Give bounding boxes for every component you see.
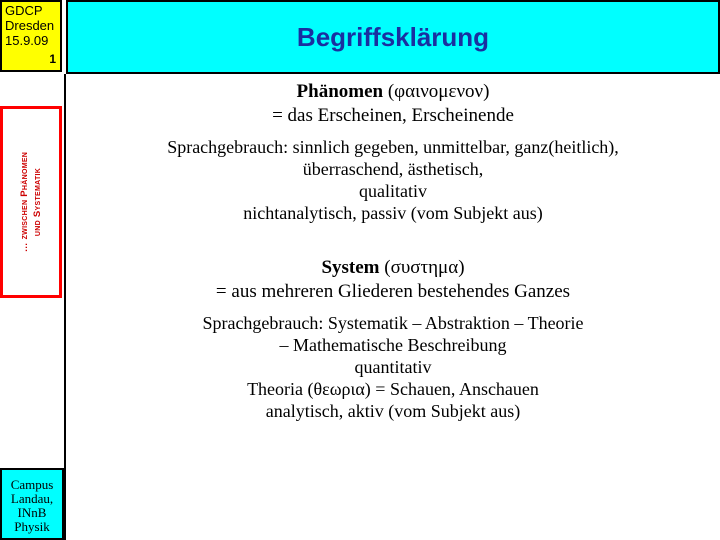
campus-box — [0, 468, 64, 540]
system-usage-2: – Mathematische Beschreibung — [279, 335, 507, 355]
corner-location: Dresden — [5, 18, 55, 33]
section-label-box — [0, 106, 62, 298]
title-bar — [66, 0, 720, 74]
date-page-box — [0, 0, 62, 72]
campus-line2: Landau, — [10, 491, 54, 506]
corner-label: GDCP — [5, 3, 43, 18]
phenomenon-usage-1: Sprachgebrauch: sinnlich gegeben, unmittelbar, ganz(heitlich), — [167, 137, 619, 157]
system-usage-4: Theoria (θεωρια) = Schauen, Anschauen — [247, 379, 539, 399]
phenomenon-usage-4: nichtanalytisch, passiv (vom Subjekt aus) — [243, 203, 543, 223]
system-usage-1: Sprachgebrauch: Systematik – Abstraktion – Theorie — [202, 313, 584, 333]
campus-line4: Physik — [14, 519, 50, 534]
campus-line1: Campus — [10, 477, 54, 492]
system-greek: (συστημα) — [384, 257, 465, 278]
phenomenon-term: Phänomen — [296, 81, 384, 102]
phenomenon-heading — [66, 80, 720, 104]
corner-date: 15.9.09 — [5, 33, 49, 48]
phenomenon-usage-2: überraschend, ästhetisch, — [302, 159, 484, 179]
system-usage-5: analytisch, aktiv (vom Subjekt aus) — [265, 401, 521, 421]
system-term: System — [321, 257, 380, 278]
phenomenon-greek: (φαινομενον) — [387, 81, 490, 102]
system-usage-3: quantitativ — [354, 357, 432, 377]
slide-content — [66, 80, 720, 422]
page-title: Begriffsklärung — [296, 21, 490, 52]
system-heading — [66, 256, 720, 280]
phenomenon-usage-3: qualitativ — [359, 181, 427, 201]
section-label-line2: und Systematik — [32, 167, 43, 237]
section-label-line1: … zwischen Phänomen — [19, 151, 30, 253]
phenomenon-definition: = das Erscheinen, Erscheinende — [272, 105, 514, 126]
page-number: 1 — [49, 52, 56, 66]
system-definition: = aus mehreren Gliederen bestehendes Ganzes — [215, 281, 571, 302]
section-label — [18, 152, 44, 252]
campus-line3: INnB — [17, 505, 47, 520]
